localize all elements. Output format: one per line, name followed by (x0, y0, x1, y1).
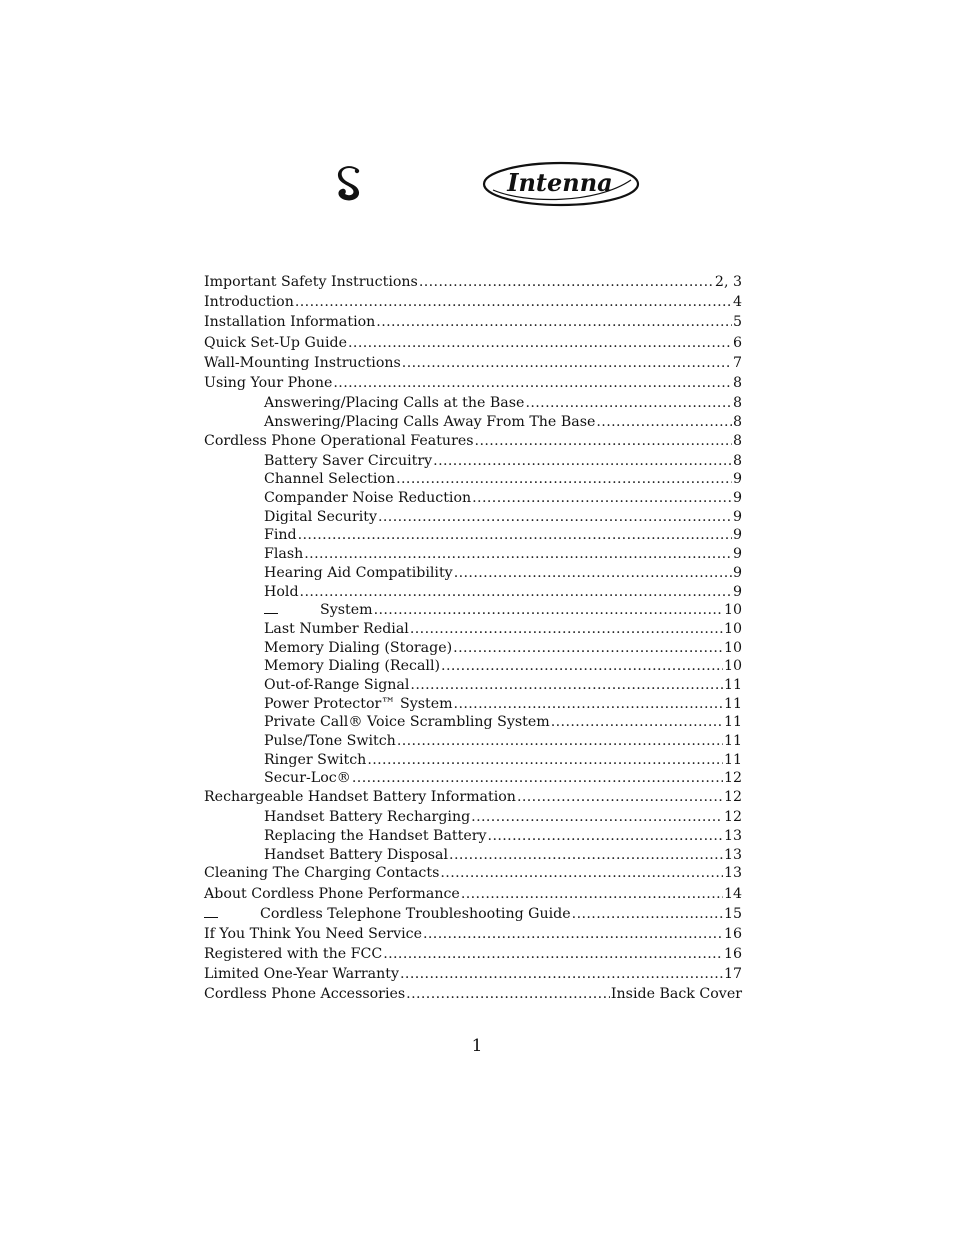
toc-entry-page: 8 (732, 413, 742, 430)
toc-entry-page: 11 (723, 733, 742, 749)
toc-entry-page: 4 (732, 294, 742, 311)
toc-entry[interactable] (204, 374, 742, 394)
toc-entry-leader-dots (440, 864, 723, 883)
toc-entry-page: 8 (732, 395, 742, 412)
toc-entry-leader-dots (378, 508, 732, 527)
toc-entry-title: Handset Battery Recharging (264, 809, 471, 826)
toc-entry-title: Rechargeable Handset Battery Information (204, 789, 516, 806)
toc-entry[interactable] (204, 293, 742, 313)
toc-entry-page: 13 (723, 846, 742, 863)
toc-entry-page: 8 (732, 452, 742, 469)
toc-entry-title: If You Think You Need Service (204, 925, 422, 942)
toc-entry[interactable] (204, 545, 742, 564)
toc-entry[interactable] (204, 334, 742, 354)
toc-entry-title: Answering/Placing Calls at the Base (264, 395, 525, 412)
toc-entry-title: Secur-Loc® (264, 770, 351, 787)
toc-entry[interactable] (204, 985, 742, 1005)
toc-entry-page: 10 (723, 639, 742, 656)
toc-entry-leader-dots (433, 452, 732, 471)
toc-entry-page: 9 (732, 583, 742, 600)
toc-entry-page: 17 (723, 966, 742, 983)
toc-entry[interactable] (204, 354, 742, 374)
toc-entry-page: 9 (732, 546, 742, 563)
toc-entry-page: 5 (732, 314, 742, 331)
toc-entry-leader-dots (374, 601, 723, 620)
toc-entry-page: 13 (723, 865, 742, 882)
toc-entry[interactable] (204, 885, 742, 905)
toc-entry-title: Private Call® Voice Scrambling System (264, 714, 550, 731)
table-of-contents (204, 273, 742, 1006)
toc-entry[interactable] (204, 273, 742, 293)
toc-entry-leader-dots (472, 489, 732, 508)
toc-entry-leader-dots (397, 732, 723, 751)
toc-entry-title: Memory Dialing (Recall) (264, 658, 441, 675)
toc-entry[interactable] (204, 489, 742, 508)
toc-entry[interactable] (204, 864, 742, 884)
toc-entry-page: 7 (732, 354, 742, 371)
toc-entry[interactable] (204, 313, 742, 333)
toc-entry-title: Channel Selection (264, 471, 396, 488)
toc-entry-page: 10 (723, 602, 742, 619)
toc-entry-page: 12 (723, 809, 742, 826)
toc-entry-title: Hold (264, 583, 299, 600)
toc-entry[interactable] (204, 583, 742, 602)
toc-entry-title: Wall-Mounting Instructions (204, 354, 401, 371)
toc-entry-title: Pulse/Tone Switch (264, 733, 396, 749)
toc-entry-title: Out-of-Range Signal (264, 676, 410, 693)
toc-entry[interactable] (204, 526, 742, 545)
toc-entry-page: 8 (732, 374, 742, 391)
toc-entry-page: 10 (723, 620, 742, 637)
toc-entry-leader-dots (453, 639, 723, 658)
toc-entry-leader-dots (410, 620, 723, 639)
toc-entry-page: 11 (723, 751, 742, 768)
toc-entry[interactable] (204, 769, 742, 788)
toc-entry-page: Inside Back Cover (610, 986, 742, 1003)
toc-entry-title: System (264, 601, 373, 620)
toc-entry-leader-dots (376, 313, 732, 332)
toc-entry-title: Quick Set-Up Guide (204, 334, 348, 351)
toc-entry-leader-dots (410, 676, 723, 695)
toc-entry-leader-dots (475, 432, 732, 451)
toc-entry-title: Handset Battery Disposal (264, 846, 449, 863)
toc-entry-title: Using Your Phone (204, 374, 333, 391)
toc-entry-page: 13 (723, 827, 742, 844)
toc-entry-title: Registered with the FCC (204, 946, 383, 963)
intenna-logo (481, 160, 641, 208)
toc-entry[interactable] (204, 808, 742, 827)
toc-entry-leader-dots (419, 273, 714, 292)
toc-entry-page: 14 (723, 885, 742, 902)
toc-entry[interactable] (204, 601, 742, 620)
toc-entry-page: 9 (732, 471, 742, 488)
toc-entry-leader-dots (298, 526, 732, 545)
toc-entry-leader-dots (471, 808, 723, 827)
toc-entry[interactable] (204, 846, 742, 865)
toc-entry-page: 16 (723, 925, 742, 942)
toc-entry-leader-dots (572, 905, 723, 924)
toc-entry[interactable] (204, 827, 742, 846)
toc-entry-page: 9 (732, 564, 742, 581)
toc-entry-leader-dots (441, 657, 723, 676)
toc-entry[interactable] (204, 413, 742, 432)
toc-entry-page: 9 (732, 527, 742, 544)
toc-entry-leader-dots (596, 413, 732, 432)
toc-entry-title: Answering/Placing Calls Away From The Base (264, 413, 596, 430)
toc-entry-leader-dots (551, 713, 723, 732)
toc-entry[interactable] (204, 713, 742, 732)
toc-entry-leader-dots (367, 751, 723, 770)
toc-entry-title: Last Number Redial (264, 620, 409, 637)
toc-entry[interactable] (204, 564, 742, 583)
toc-entry-page: 11 (723, 714, 742, 731)
toc-entry-page: 16 (723, 946, 742, 963)
toc-entry-title: Cordless Phone Operational Features (204, 432, 474, 449)
toc-entry-leader-dots (300, 583, 732, 602)
toc-entry[interactable] (204, 508, 742, 527)
toc-entry[interactable] (204, 657, 742, 676)
toc-entry-title: Flash (264, 546, 304, 563)
toc-entry-leader-dots (396, 470, 732, 489)
toc-entry-title: Introduction (204, 294, 294, 311)
blank-underline-mark (204, 907, 218, 918)
toc-entry[interactable] (204, 965, 742, 985)
toc-entry-leader-dots (525, 394, 732, 413)
toc-entry-title: Cordless Phone Accessories (204, 986, 406, 1003)
intenna-logo-text: Intenna (507, 168, 613, 197)
toc-entry-leader-dots (383, 945, 723, 964)
toc-entry-leader-dots (488, 827, 723, 846)
toc-entry[interactable] (204, 639, 742, 658)
toc-entry-leader-dots (295, 293, 732, 312)
toc-entry-title: Hearing Aid Compatibility (264, 564, 453, 581)
toc-entry-title: About Cordless Phone Performance (204, 885, 460, 902)
toc-entry[interactable] (204, 620, 742, 639)
toc-entry-leader-dots (517, 788, 723, 807)
toc-entry-title: Installation Information (204, 314, 376, 331)
toc-entry-page: 11 (723, 676, 742, 693)
toc-entry-page: 8 (732, 432, 742, 449)
toc-entry[interactable] (204, 788, 742, 808)
logo-bar (0, 160, 954, 210)
toc-entry-page: 9 (732, 508, 742, 525)
toc-entry[interactable] (204, 732, 742, 751)
toc-entry-leader-dots (348, 334, 732, 353)
toc-entry-page: 9 (732, 490, 742, 507)
toc-entry-page: 10 (723, 658, 742, 675)
toc-entry-leader-dots (449, 846, 723, 865)
toc-entry-leader-dots (423, 925, 723, 944)
toc-entry[interactable] (204, 676, 742, 695)
toc-entry[interactable] (204, 432, 742, 452)
toc-entry-leader-dots (352, 769, 723, 788)
toc-entry-leader-dots (400, 965, 723, 984)
cobra-snake-logo-icon (334, 164, 368, 204)
toc-entry-title: Ringer Switch (264, 751, 367, 768)
toc-entry-page: 2, 3 (714, 274, 742, 290)
toc-entry-title: Memory Dialing (Storage) (264, 639, 453, 656)
toc-entry[interactable] (204, 452, 742, 471)
toc-entry-title: Important Safety Instructions (204, 274, 418, 290)
toc-entry[interactable] (204, 905, 742, 925)
toc-entry-title: Battery Saver Circuitry (264, 452, 433, 469)
toc-entry[interactable] (204, 925, 742, 945)
toc-entry-page: 6 (732, 334, 742, 351)
toc-entry-title: Digital Security (264, 508, 377, 525)
toc-entry-title: Cordless Telephone Troubleshooting Guide (204, 905, 571, 924)
toc-entry-title: Power Protector™ System (264, 695, 453, 712)
toc-entry-title: Compander Noise Reduction (264, 490, 472, 507)
toc-entry-page: 12 (723, 789, 742, 806)
toc-entry-leader-dots (461, 885, 723, 904)
toc-entry[interactable] (204, 470, 742, 489)
toc-entry[interactable] (204, 695, 742, 714)
toc-entry-title: Replacing the Handset Battery (264, 827, 487, 844)
toc-entry[interactable] (204, 945, 742, 965)
toc-entry[interactable] (204, 394, 742, 413)
toc-entry-leader-dots (333, 374, 732, 393)
toc-entry[interactable] (204, 751, 742, 770)
toc-entry-leader-dots (454, 695, 723, 714)
toc-entry-title: Cleaning The Charging Contacts (204, 865, 440, 882)
toc-entry-page: 12 (723, 770, 742, 787)
toc-entry-leader-dots (304, 545, 732, 564)
toc-entry-leader-dots (406, 985, 610, 1004)
page-number: 1 (471, 1036, 483, 1056)
blank-underline-mark (264, 603, 278, 614)
toc-entry-leader-dots (454, 564, 732, 583)
toc-entry-page: 15 (723, 905, 742, 922)
toc-entry-title: Find (264, 527, 297, 544)
toc-entry-page: 11 (723, 695, 742, 712)
toc-entry-leader-dots (402, 354, 732, 373)
toc-entry-title: Limited One-Year Warranty (204, 966, 399, 983)
